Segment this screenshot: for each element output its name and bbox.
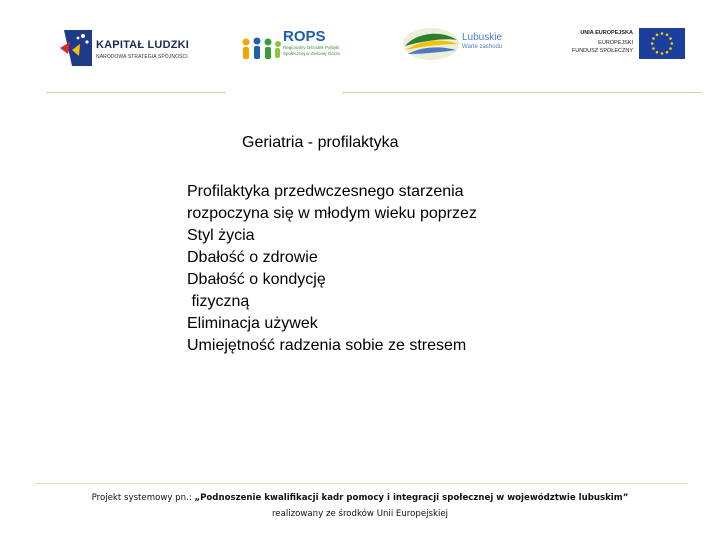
body-line: Profilaktyka przedwczesnego starzenia <box>187 183 464 200</box>
header-divider-right <box>342 92 702 93</box>
rops-people-icon <box>240 36 282 62</box>
footer-prefix: Projekt systemowy pn.: <box>91 493 195 503</box>
rops-title: ROPS <box>283 28 326 45</box>
eu-line-1: UNIA EUROPEJSKA <box>580 30 633 36</box>
rops-subtitle: Regionalny Ośrodek Polityki Społecznej w Zielonej Górze <box>283 45 341 56</box>
kapital-ludzki-subtitle: NARODOWA STRATEGIA SPÓJNOŚCI <box>96 54 188 60</box>
body-line: Umiejętność radzenia sobie ze stresem <box>187 337 467 354</box>
body-line: Dbałość o kondycję <box>187 271 326 288</box>
kapital-ludzki-title: KAPITAŁ LUDZKI <box>96 39 190 51</box>
body-line: rozpoczyna się w młodym wieku poprzez <box>187 205 477 222</box>
body-line: Styl życia <box>187 227 255 244</box>
header-divider-left <box>46 92 226 93</box>
footer-divider <box>35 483 688 484</box>
kapital-ludzki-logo <box>56 26 206 70</box>
body-line: fizyczną <box>187 293 250 310</box>
footer-project-name: „Podnoszenie kwalifikacji kadr pomocy i integracji społecznej w województwie lubuskim” <box>194 493 629 503</box>
lubuskie-subtitle: Warte zachodu <box>462 44 503 50</box>
body-text <box>187 181 477 357</box>
body-line: Eliminacja używek <box>187 315 318 332</box>
eu-line-3: FUNDUSZ SPOŁECZNY <box>571 48 633 54</box>
lubuskie-emblem-icon <box>402 24 460 64</box>
eu-line-2: EUROPEJSKI <box>598 40 633 46</box>
footer-line-1 <box>0 490 720 506</box>
eu-logo <box>555 24 685 64</box>
footer <box>0 490 720 522</box>
body-line: Dbałość o zdrowie <box>187 249 318 266</box>
lubuskie-title: Lubuskie <box>462 32 503 43</box>
rops-logo <box>240 28 350 68</box>
kapital-ludzki-emblem-icon <box>56 26 94 70</box>
lubuskie-logo <box>402 24 517 66</box>
eu-flag-icon <box>639 28 685 59</box>
slide-title: Geriatria - profilaktyka <box>242 134 399 151</box>
footer-line-2: realizowany ze środków Unii Europejskiej <box>271 509 449 519</box>
